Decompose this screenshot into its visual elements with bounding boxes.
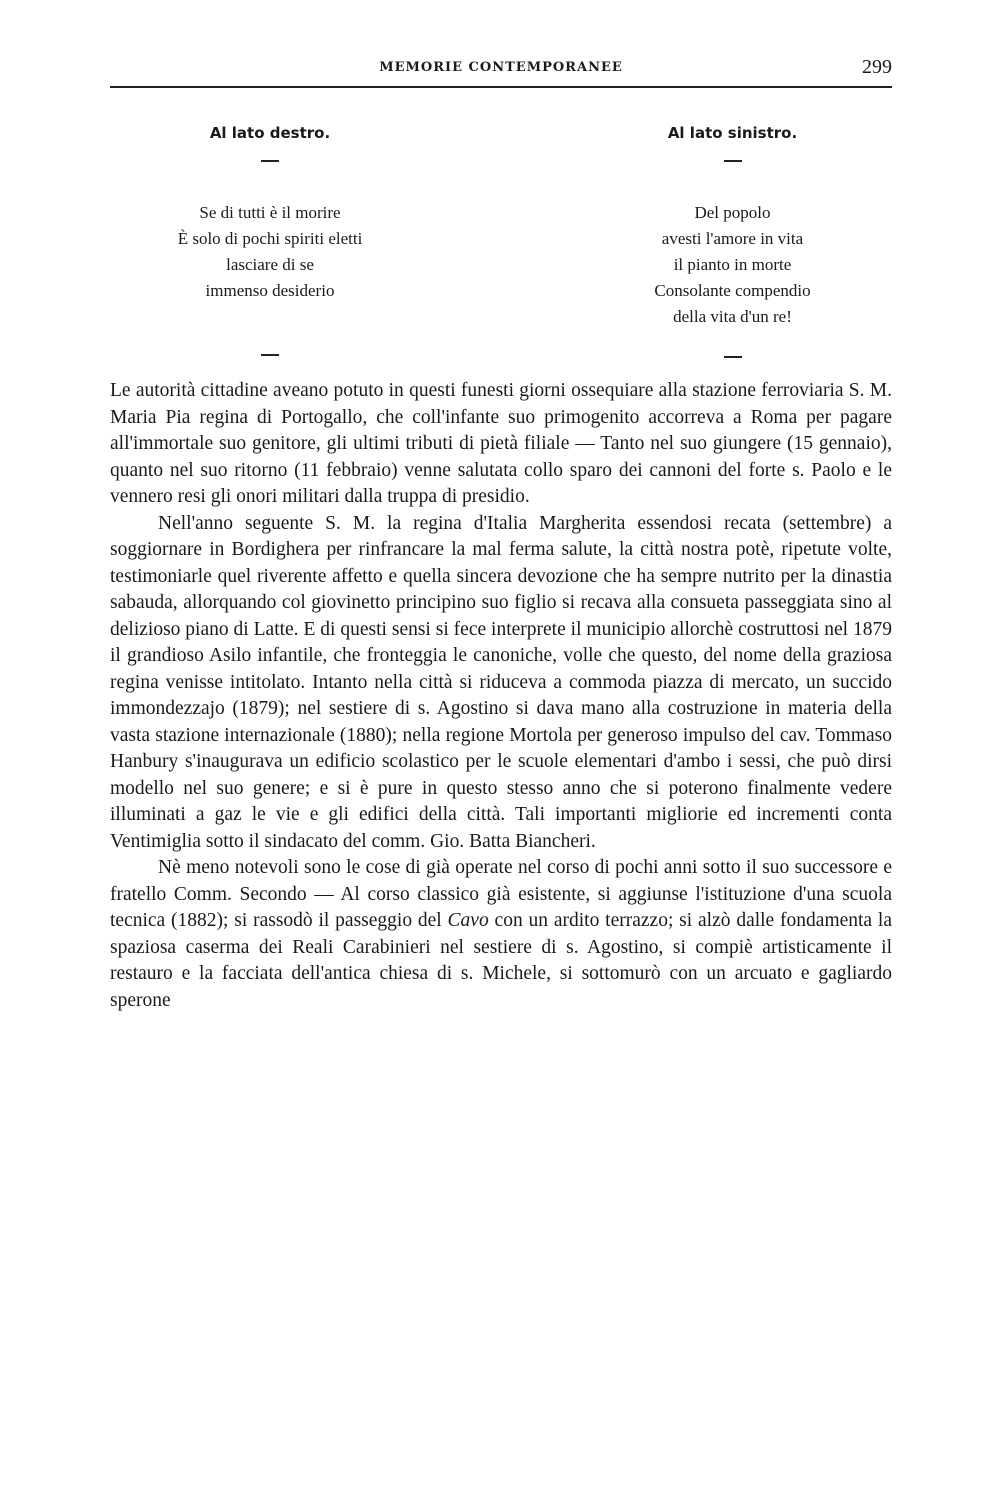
paragraph: Nè meno notevoli sono le cose di già operate nel corso di pochi anni sotto il suo successore e fratello Comm. Secondo — Al corso classico già esistente, si aggiunse l'istituzione d'una scuola tecnica (1882); si rassodò il passeggio del Cavo con un ardito terrazzo; si alzò dalle fondamenta la spaziosa caserma dei Reali Carabinieri nel sestiere di s. Agostino, si compiè artisticamente il restauro e la facciata dell'antica chiesa di s. Michele, si sottomurò con un arcuato e gagliardo sperone <box>110 857 892 1011</box>
dash-divider <box>261 354 279 356</box>
verse-line: della vita d'un re! <box>673 307 792 326</box>
inscription-left-heading: Al lato destro. <box>209 124 331 142</box>
body-text <box>110 378 892 1014</box>
dash-divider <box>261 160 279 162</box>
inscription-left <box>145 120 395 356</box>
inscription-right-heading: Al lato sinistro. <box>667 124 798 142</box>
page-number: 299 <box>862 56 892 78</box>
paragraph: Nell'anno seguente S. M. la regina d'Italia Margherita essendosi recata (settembre) a soggiornare in Bordighera per rinfrancare la mal ferma salute, la città nostra potè, ripetute volte, testimoniarle quel riverente affetto e quella sincera devozione che ha sempre nutrito per la dinastia sabauda, allorquando col giovinetto principino suo figlio si recava alla consueta passeggiata sino al delizioso piano di Latte. E di questi sensi si fece interprete il municipio allorchè costruttosi nel 1879 il grandioso Asilo infantile, che fronteggia le canoniche, volle che questo, del nome della graziosa regina venisse intitolato. Intanto nella città si riduceva a commoda piazza di mercato, un succido immondezzajo (1879); nel sestiere di s. Agostino si dava mano alla costruzione in materia della vasta stazione internazionale (1880); nella regione Mortola per generoso impulso del cav. Tommaso Hanbury s'inaugurava un edificio scolastico per le scuole elementari d'ambo i sessi, che può dirsi modello nel suo genere; e si è pure in questo stesso anno che si poterono finalmente vedere illuminati a gaz le vie e gli edifici della città. Tali importanti migliorie ed incrementi conta Ventimiglia sotto il sindacato del comm. Gio. Batta Biancheri. <box>110 512 892 852</box>
page-header <box>110 56 892 86</box>
dash-divider <box>724 160 742 162</box>
verse-line: lasciare di se <box>226 255 314 274</box>
dash-divider <box>724 356 742 358</box>
inscription-right <box>600 120 865 358</box>
verse-line: immenso desiderio <box>205 281 335 300</box>
header-rule <box>110 86 892 88</box>
running-title: MEMORIE CONTEMPORANEE <box>379 60 623 75</box>
verse-line: Consolante compendio <box>654 281 811 300</box>
verse-line: avesti l'amore in vita <box>661 229 804 248</box>
verse-line: Del popolo <box>694 203 771 222</box>
verse-line: È solo di pochi spiriti eletti <box>177 229 363 248</box>
inscription-left-verse <box>145 200 395 304</box>
verse-line: Se di tutti è il morire <box>199 203 341 222</box>
verse-line: il pianto in morte <box>673 255 792 274</box>
italic-word: Cavo <box>447 910 489 931</box>
inscription-right-verse <box>600 200 865 330</box>
paragraph: Le autorità cittadine aveano potuto in questi funesti giorni ossequiare alla stazione ferroviaria S. M. Maria Pia regina di Portogallo, che coll'infante suo primogenito accorreva a Roma per pagare all'immortale suo genitore, gli ultimi tributi di pietà filiale — Tanto nel suo giungere (15 gennaio), quanto nel suo ritorno (11 febbraio) venne salutata collo sparo dei cannoni del forte s. Paolo e le vennero resi gli onori militari dalla truppa di presidio. <box>110 380 892 507</box>
